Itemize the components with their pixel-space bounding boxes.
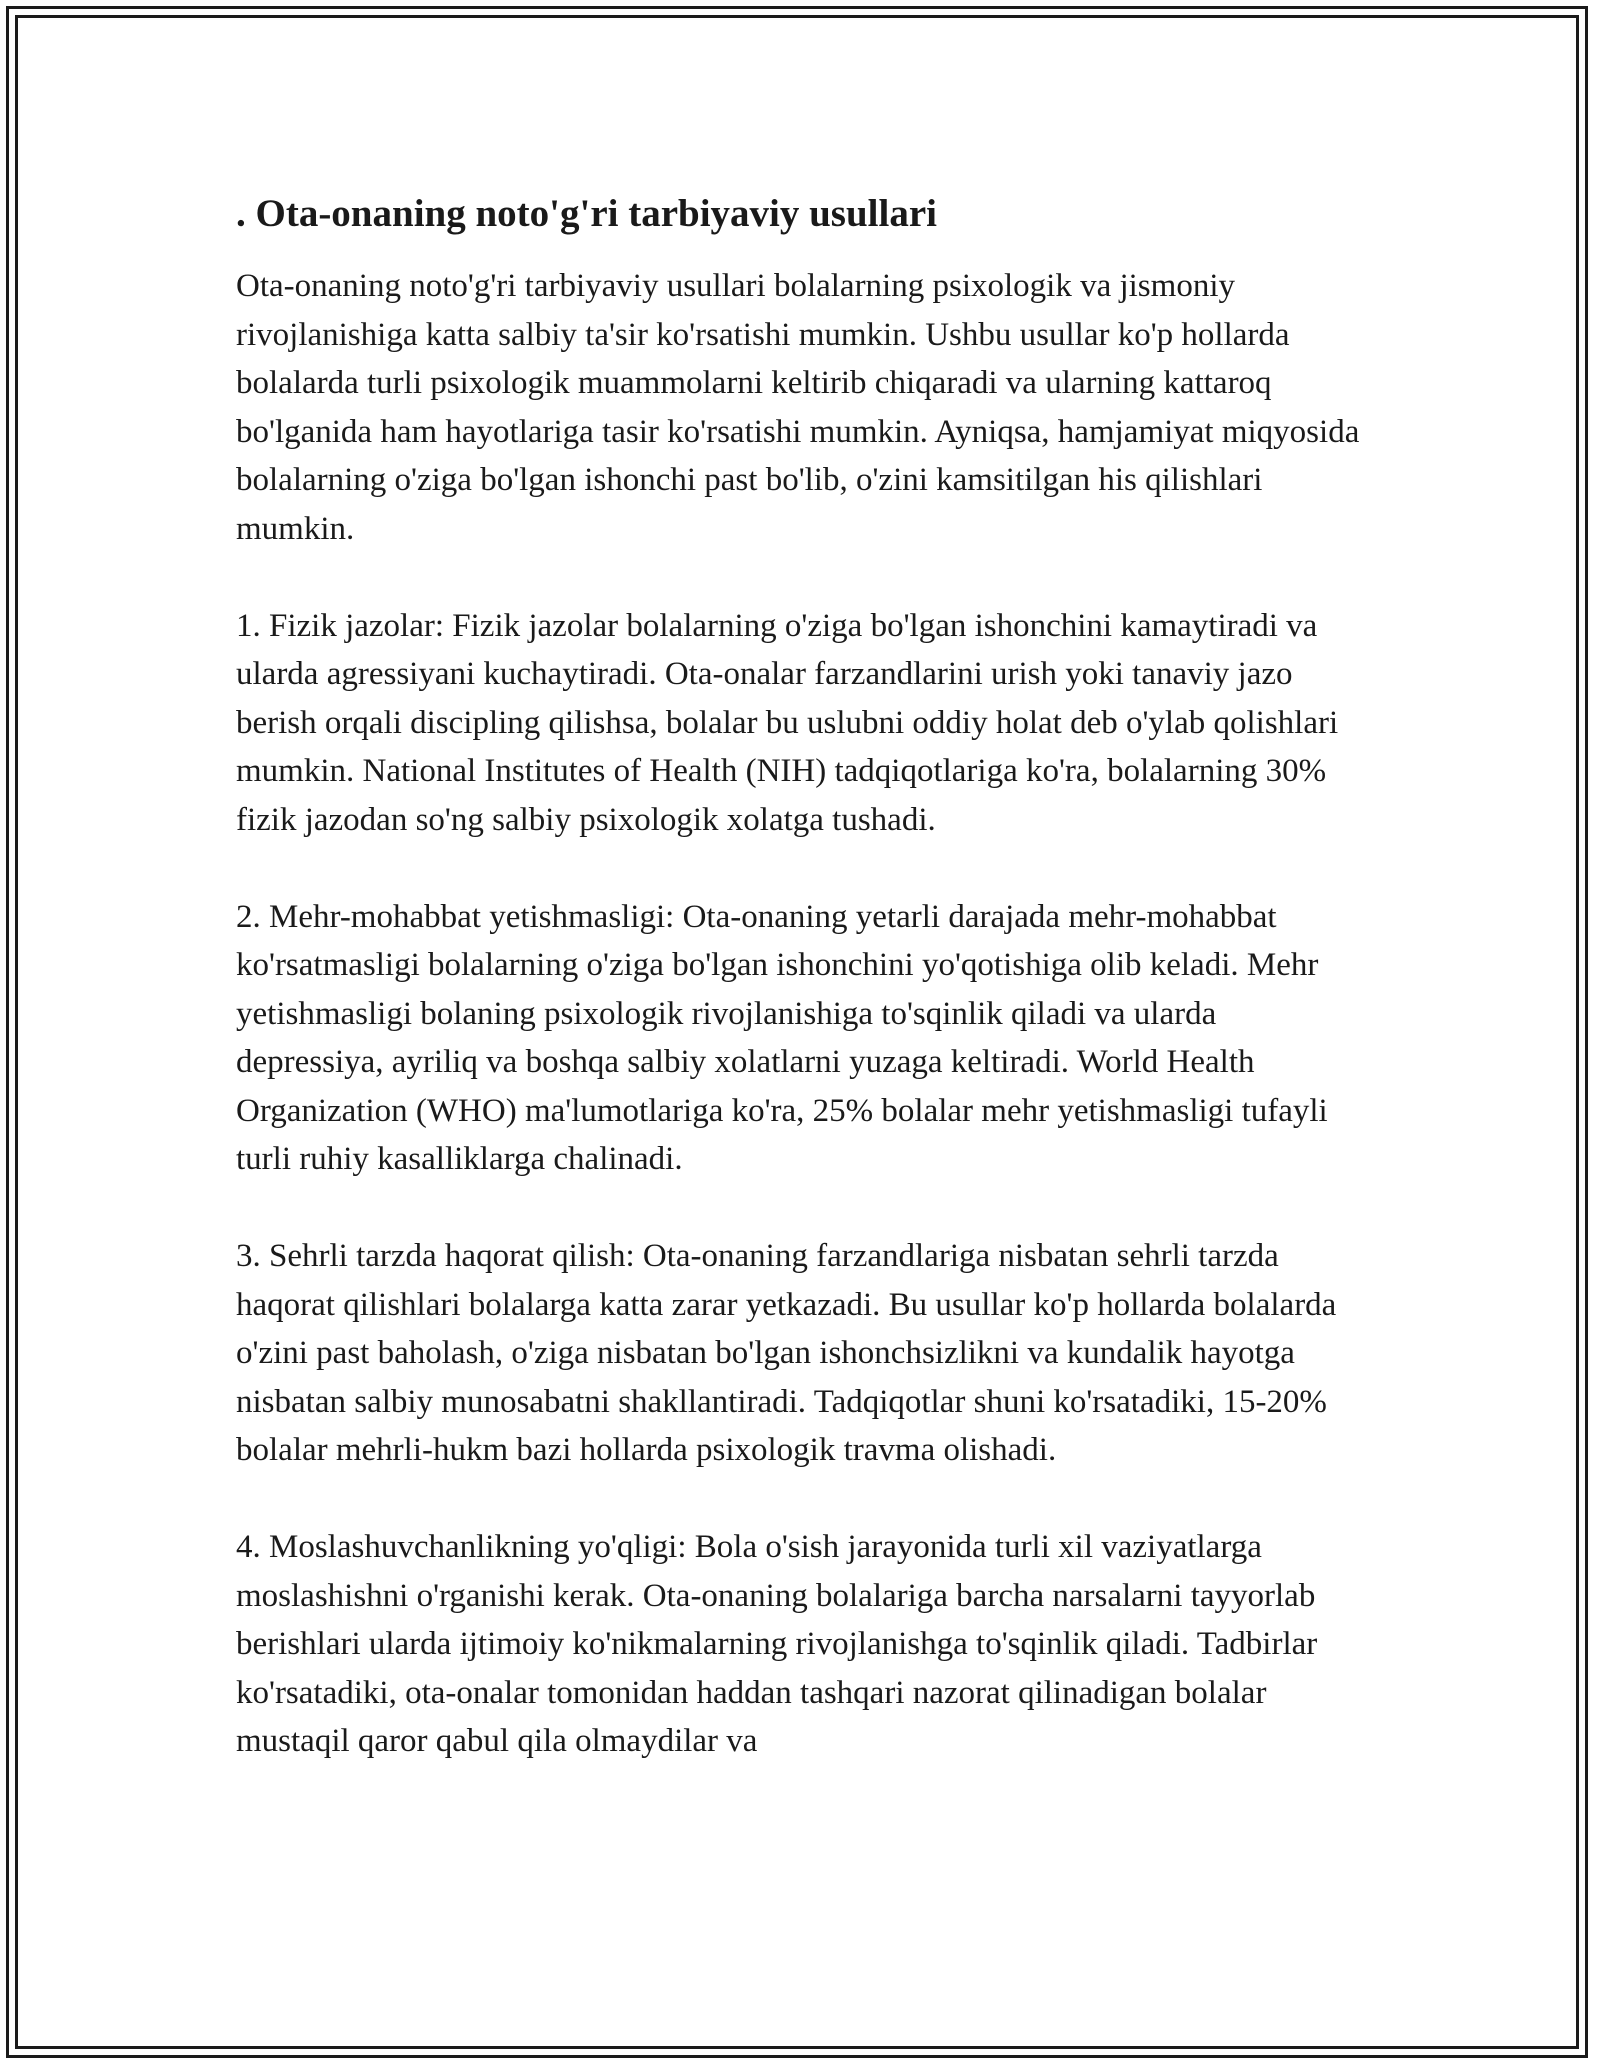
intro-paragraph: Ota-onaning noto'g'ri tarbiyaviy usullari bolalarning psixologik va jismoniy rivojlanishiga katta salbiy ta'sir ko'rsatishi mumkin. Ushbu usullar ko'p hollarda bolalarda turli psixologik muammolarni keltirib chiqaradi va ularning kattaroq bo'lganida ham hayotlariga tasir ko'rsatishi mumkin. Ayniqsa, hamjamiyat miqyosida bolalarning o'ziga bo'lgan ishonchi past bo'lib, o'zini kamsitilgan his qilishlari mumkin. xyxy=(236,268,1360,547)
paragraph-lack-of-affection: 2. Mehr-mohabbat yetishmasligi: Ota-onaning yetarli darajada mehr-mohabbat ko'rsatmasligi bolalarning o'ziga bo'lgan ishonchini yo'qotishiga olib keladi. Mehr yetishmasligi bolaning psixologik rivojlanishiga to'sqinlik qiladi va ularda depressiya, ayriliq va boshqa salbiy xolatlarni yuzaga keltiradi. World Health Organization (WHO) ma'lumotlariga ko'ra, 25% bolalar mehr yetishmasligi tufayli turli ruhiy kasalliklarga chalinadi. xyxy=(236,898,1328,1177)
paragraph-physical-punishment: 1. Fizik jazolar: Fizik jazolar bolalarning o'ziga bo'lgan ishonchini kamaytiradi va ularda agressiyani kuchaytiradi. Ota-onalar farzandlarini urish yoki tanaviy jazo berish orqali discipling qilishsa, bolalar bu uslubni oddiy holat deb o'ylab qolishlari mumkin. National Institutes of Health (NIH) tadqiqotlariga ko'ra, bolalarning 30% fizik jazodan so'ng salbiy psixologik xolatga tushadi. xyxy=(236,607,1339,838)
paragraph-lack-of-adaptability: 4. Moslashuvchanlikning yo'qligi: Bola o'sish jarayonida turli xil vaziyatlarga moslashishni o'rganishi kerak. Ota-onaning bolalariga barcha narsalarni tayyorlab berishlari ularda ijtimoiy ko'nikmalarning rivojlanishga to'sqinlik qiladi. Tadbirlar ko'rsatadiki, ota-onalar tomonidan haddan tashqari nazorat qilinadigan bolalar mustaqil qaror qabul qila olmaydilar va xyxy=(236,1529,1318,1759)
paragraph-verbal-insult: 3. Sehrli tarzda haqorat qilish: Ota-onaning farzandlariga nisbatan sehrli tarzda haqorat qilishlari bolalarga katta zarar yetkazadi. Bu usullar ko'p hollarda bolalarda o'zini past baholash, o'ziga nisbatan bo'lgan ishonchsizlikni va kundalik hayotga nisbatan salbiy munosabatni shakllantiradi. Tadqiqotlar shuni ko'rsatadiki, 15-20% bolalar mehrli-hukm bazi hollarda psixologik travma olishadi. xyxy=(236,1238,1337,1468)
page-title: . Ota-onaning noto'g'ri tarbiyaviy usullari xyxy=(236,192,937,235)
document-body xyxy=(236,188,1366,1814)
